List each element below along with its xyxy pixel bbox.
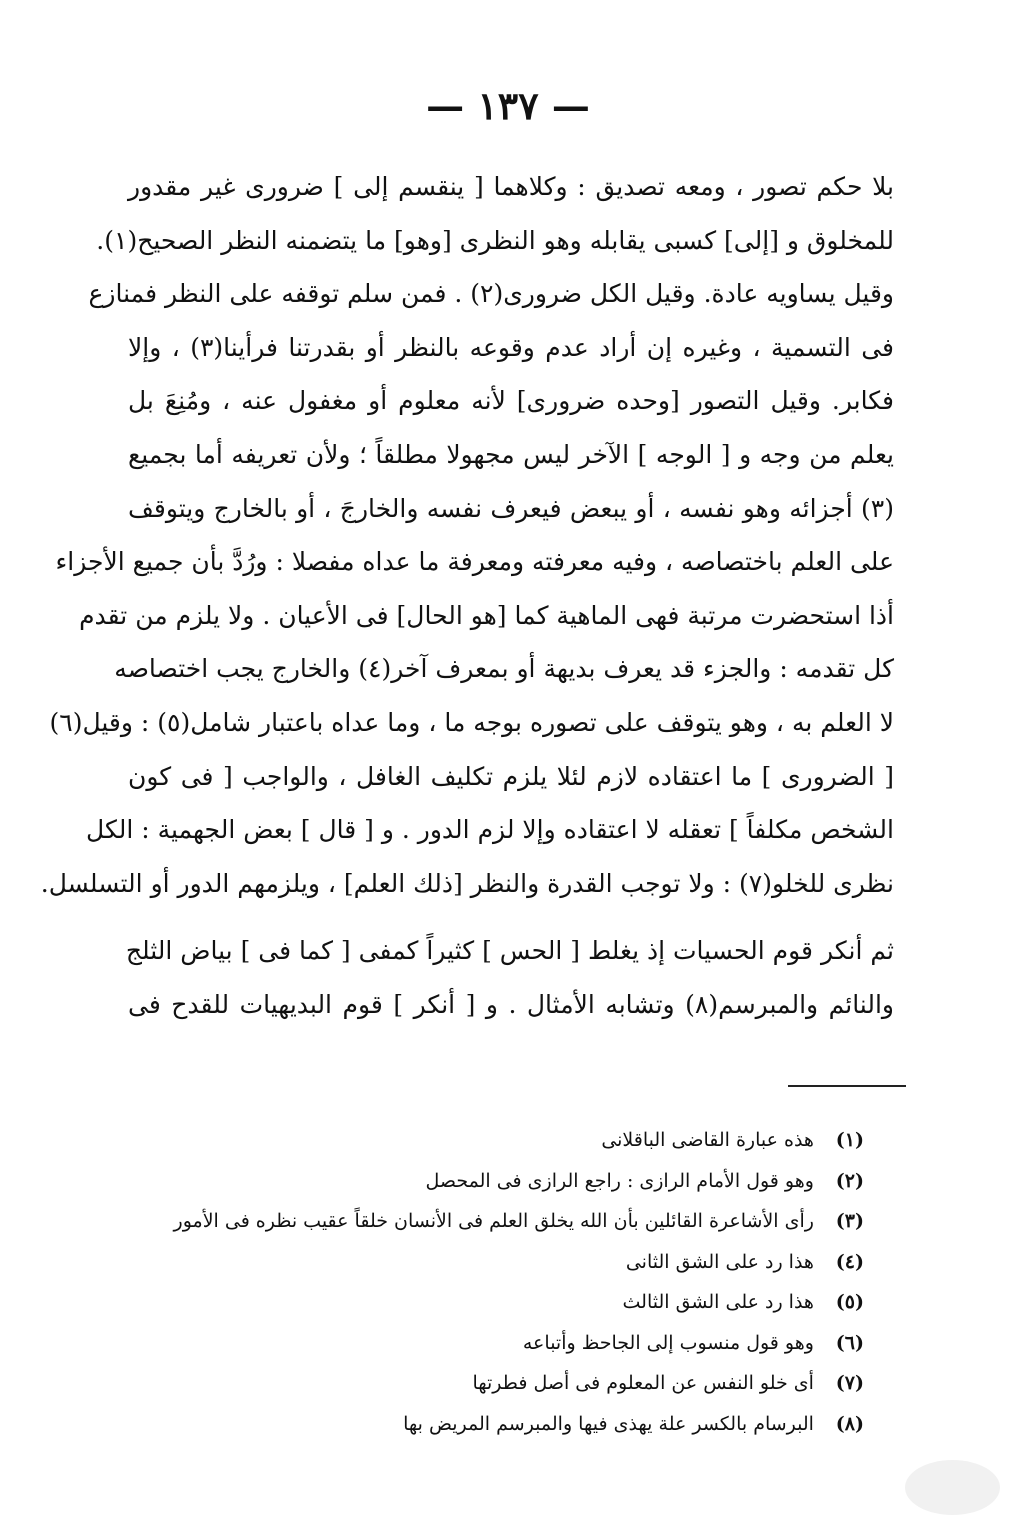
footnote-text: رأى الأشاعرة القائلين بأن الله يخلق العلم فى الأنسان خلقاً عقيب نظره فى الأمور (173, 1210, 814, 1232)
page-number: — ١٣٧ — (426, 83, 590, 128)
text-line: فى التسمية ، وغيره إن أراد عدم وقوعه بالنظر أو بقدرتنا فرأينا(٣) ، وإلا (128, 332, 894, 362)
text-line: ثم أنكر قوم الحسيات إذ يغلط [ الحس ] كثيراً كمفى [ كما فى ] بياض الثلج (125, 936, 894, 966)
footnote (170, 1201, 864, 1242)
scan-smudge (905, 1460, 1000, 1515)
footnote (170, 1242, 864, 1283)
footnote-text: البرسام بالكسر علة يهذى فيها والمبرسم المريض بها (403, 1412, 814, 1435)
main-text (40, 160, 894, 1032)
footnote-text: هذا رد على الشق الثانى (625, 1250, 814, 1273)
footnote-text: هذه عبارة القاضى الباقلانى (601, 1129, 814, 1151)
footnote (170, 1404, 864, 1445)
footnotes (170, 1120, 864, 1444)
text-line: الشخص مكلفاً ] تعقله لا اعتقاده وإلا لزم الدور . و [ قال ] بعض الجهمية : الكل (86, 815, 894, 845)
footnote-number: (١) (835, 1129, 864, 1151)
footnote-text: وهو قول الأمام الرازى : راجع الرازى فى المحصل (425, 1169, 814, 1192)
footnote (170, 1282, 864, 1323)
footnote-separator (788, 1085, 906, 1087)
footnote (170, 1323, 864, 1364)
text-line: والنائم والمبرسم(٨) وتشابه الأمثال . و [ أنكر ] قوم البديهيات للقدح فى (128, 989, 894, 1019)
text-line: نظرى للخلو(٧) : ولا توجب القدرة والنظر [ذلك العلم] ، ويلزمهم الدور أو التسلسل. (40, 868, 894, 898)
footnote-number: (٤) (835, 1250, 864, 1273)
footnote (170, 1120, 864, 1161)
text-line: لا العلم به ، وهو يتوقف على تصوره بوجه ما ، وما عداه باعتبار شامل(٥) : وقيل(٦) (49, 707, 894, 737)
footnote-number: (٣) (835, 1210, 864, 1232)
footnote (170, 1161, 864, 1202)
text-line: على العلم باختصاصه ، وفيه معرفته ومعرفة ما عداه مفصلا : ورُدَّ بأن جميع الأجزاء (55, 547, 894, 577)
footnote-text: أى خلو النفس عن المعلوم فى أصل فطرتها (472, 1372, 814, 1394)
text-line: كل تقدمه : والجزء قد يعرف بديهة أو بمعرف آخر(٤) والخارج يجب اختصاصه (114, 654, 894, 684)
footnote-text: وهو قول منسوب إلى الجاحظ وأتباعه (522, 1331, 814, 1354)
footnote (170, 1363, 864, 1404)
footnote-text: هذا رد على الشق الثالث (622, 1291, 814, 1313)
text-line: (٣) أجزائه وهو نفسه ، أو يبعض فيعرف نفسه والخارجَ ، أو بالخارج ويتوقف (128, 493, 894, 523)
text-line: للمخلوق و [إلى] كسبى يقابله وهو النظرى [وهو] ما يتضمنه النظر الصحيح(١). (96, 225, 894, 255)
footnote-number: (٧) (835, 1372, 864, 1394)
text-line: [ الضرورى ] ما اعتقاده لازم لئلا يلزم تكليف الغافل ، والواجب [ فى كون (128, 761, 894, 791)
footnote-number: (٢) (835, 1169, 864, 1192)
footnote-number: (٨) (835, 1412, 864, 1435)
text-line: بلا حكم تصور ، ومعه تصديق : وكلاهما [ ينقسم إلى ] ضرورى غير مقدور (128, 172, 894, 201)
text-line: فكابر. وقيل التصور [وحده ضرورى] لأنه معلوم أو مغفول عنه ، ومُنِعَ بل (128, 386, 894, 416)
text-line: وقيل يساويه عادة. وقيل الكل ضرورى(٢) . فمن سلم توقفه على النظر فمنازع (88, 279, 894, 309)
footnote-number: (٦) (835, 1331, 864, 1354)
text-line: أذا استحضرت مرتبة فهى الماهية كما [هو الحال] فى الأعيان . ولا يلزم من تقدم (79, 600, 894, 630)
footnote-number: (٥) (835, 1291, 864, 1313)
text-line: يعلم من وجه و [ الوجه ] الآخر ليس مجهولا مطلقاً ؛ ولأن تعريفه أما بجميع (128, 439, 894, 469)
